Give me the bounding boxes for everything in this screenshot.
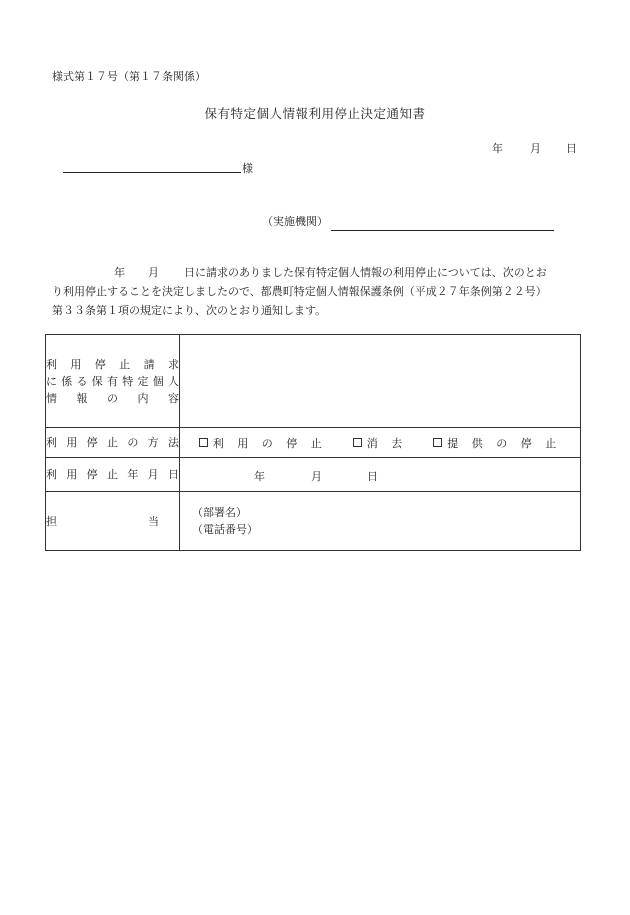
stop-date-value[interactable] (180, 458, 581, 492)
agency-line (331, 230, 554, 231)
label-line: に 係 る 保 有 特 定 個 人 (46, 374, 179, 388)
agency-label: （実施機関） (262, 215, 328, 228)
method-option-stop-provision[interactable]: 提 供 の 停 止 (433, 435, 561, 451)
method-label: 利 用 停 止 の 方 法 (46, 428, 180, 458)
addressee-suffix: 様 (242, 162, 253, 175)
contact-label: 担 当 (46, 492, 180, 551)
stop-date-day: 日 (367, 469, 378, 483)
checkbox-icon[interactable] (433, 438, 442, 447)
method-option-delete[interactable]: 消 去 (353, 435, 408, 451)
checkbox-icon[interactable] (353, 438, 362, 447)
addressee-line (63, 172, 241, 173)
details-table (45, 334, 581, 551)
form-number: 様式第１７号（第１７条関係） (52, 70, 206, 83)
contact-value[interactable] (180, 492, 581, 551)
checkbox-icon[interactable] (199, 438, 208, 447)
issue-date-year: 年 (492, 142, 503, 155)
issue-date-month: 月 (530, 142, 541, 155)
body-line3: 第３３条第１項の規定により、次のとおり通知します。 (52, 304, 327, 317)
stop-date-month: 月 (311, 469, 322, 483)
request-content-value[interactable] (180, 335, 581, 428)
stop-date-label: 利 用 停 止 年 月 日 (46, 458, 180, 492)
issue-date-day: 日 (566, 142, 577, 155)
method-options (180, 428, 581, 458)
table-row (46, 428, 581, 458)
stop-date-year: 年 (254, 469, 265, 483)
document-title: 保有特定個人情報利用停止決定通知書 (204, 106, 426, 121)
table-row (46, 492, 581, 551)
body-line1: 日に請求のありました保有特定個人情報の利用停止については、次のとお (184, 266, 547, 279)
table-row (46, 458, 581, 492)
body-line2: り利用停止することを決定しましたので、都農町特定個人情報保護条例（平成２７年条例第２２号） (52, 285, 547, 298)
label-line: 利 用 停 止 請 求 (46, 357, 179, 371)
notice-body (52, 263, 579, 320)
label-line: 情 報 の 内 容 (46, 391, 179, 405)
phone-label: （電話番号） (192, 523, 258, 536)
method-option-stop-use[interactable]: 利 用 の 停 止 (199, 435, 327, 451)
body-month: 月 (148, 266, 159, 279)
request-content-label (46, 335, 180, 428)
body-year: 年 (114, 266, 125, 279)
department-label: （部署名） (192, 506, 247, 519)
table-row (46, 335, 581, 428)
